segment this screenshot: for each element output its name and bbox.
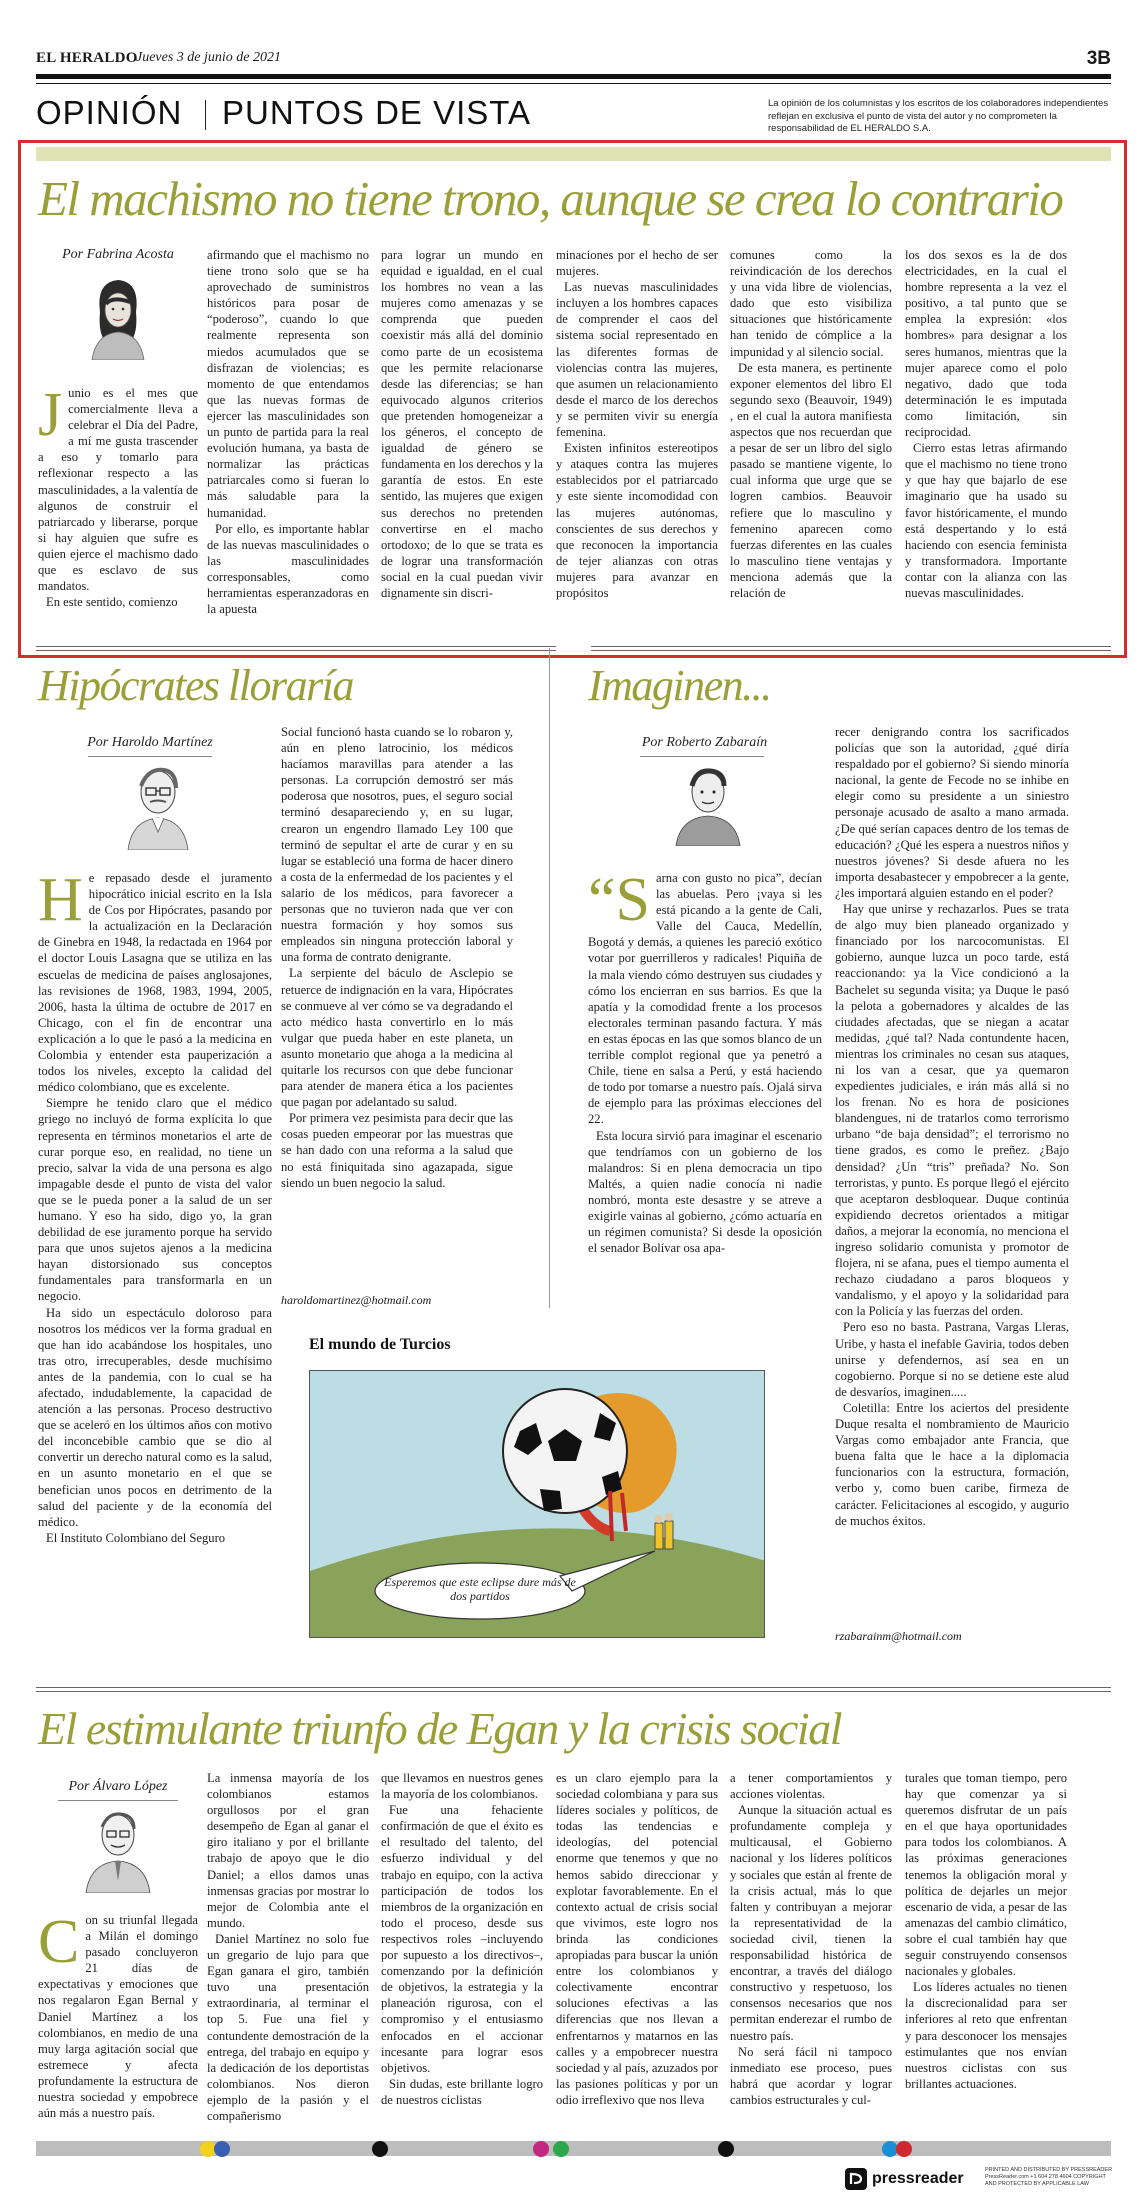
paragraph: a tener comportamientos y acciones violentas. <box>730 1771 892 1802</box>
masthead-rule-thin <box>36 83 1111 84</box>
egan-column-5 <box>730 1770 892 2134</box>
portrait-alvaro-lopez <box>78 1803 158 1893</box>
paragraph: Por primera vez pesimista para decir que las cosas pueden empeorar por las muestras que se han dado con una reforma a la salud que no está finiquitada sino agazapada, sigue siendo un buen negocio la salud. <box>281 1111 513 1190</box>
paragraph: Aunque la situación actual es profundamente compleja y multicausal, el Gobierno nacional y los líderes políticos y sociales que están al frente de la crisis actual, más lo que falten y contribuyan a mejorar la representatividad de la sociedad civil, tienen la responsabilidad histórica de encontrar, a través del diálogo constructivo y respetuoso, los consensos necesarios que nos permitan enderezar el rumbo de nuestro país. <box>730 1803 892 2043</box>
paragraph: Por ello, es importante hablar de las nuevas masculinidades o las masculinidades corresponsables, como herramientas esperanzadoras en la apuesta <box>207 521 369 617</box>
hipocrates-column-2 <box>281 724 513 1289</box>
column-separator <box>549 648 550 1308</box>
headline-hipocrates: Hipócrates lloraría <box>38 661 353 710</box>
headline-machismo: El machismo no tiene trono, aunque se crea lo contrario <box>38 171 1063 226</box>
paragraph: En este sentido, comienzo <box>46 595 178 610</box>
portrait-fabrina-acosta <box>78 272 158 360</box>
egan-column-1 <box>38 1912 198 2134</box>
dropcap: H <box>38 870 83 934</box>
section-rule <box>36 1687 1111 1692</box>
registration-dot <box>896 2141 912 2157</box>
paragraph: e repasado desde el juramento hipocrático inicial escrito en la Isla de Cos por Hipócrates, pasando por la actualización en la Declaración de Ginebra en 1948, la redactada en 1964 por el doctor Louis Lasagna que se utiliza en las escuelas de medicina de países anglosajones, las revisiones de 1968, 1983, 1994, 2005, 2006, hasta la última de octubre de 2017 en Chicago, con el fin de encontrar una explicación a lo que le pasó a la medicina en Colombia y entender esta pauperización a todos los niveles, excepto la calidad del médico colombiano, que es excelente. <box>38 871 272 1095</box>
issue-date: Jueves 3 de junio de 2021 <box>136 50 282 65</box>
byline-fabrina-acosta: Por Fabrina Acosta <box>62 247 174 262</box>
section-rule <box>36 646 556 651</box>
paragraph: Sin dudas, este brillante logro de nuestros ciclistas <box>381 2076 543 2107</box>
masthead-rule <box>36 74 1111 79</box>
paragraph: La inmensa mayoría de los colombianos estamos orgullosos por el gran desempeño de Egan al ganar el giro italiano y por el brillante trabajo de apoyo que le dio Daniel; a ellos damos unas inmensas gracias por mostrar lo mejor de Colombia ante el mundo. <box>207 1771 369 1930</box>
paragraph: que llevamos en nuestros genes la mayoría de los colombianos. <box>381 1771 543 1802</box>
paragraph: los dos sexos es la de dos electricidades, en la cual el hombre representa a la vez el positivo, a tal punto que se emplea la expresión: «los hombres» para designar a los seres humanos, mientras que la mujer aparece como el polo negativo, dado que toda determinación le es imputada como limitación, sin reciprocidad. <box>905 248 1067 440</box>
machismo-column-6 <box>905 247 1067 647</box>
byline-rule <box>88 756 212 757</box>
paragraph: Ha sido un espectáculo doloroso para nosotros los médicos ver la forma gradual en que han ido acabándose los hospitales, uno tras otro, irrecuperables, desde muchísimo antes de la pandemia, con lo cual se ha afectado, indudablemente, la capacidad de atención a las personas. Proceso destructivo que se aceleró en los últimos años con motivo del inconcebible cambio que se dio al convertir un derecho natural como es la salud, en un asunto monetario en el que se benefician unos pocos en detrimento de la salud del paciente y de la economía del médico. <box>38 1305 272 1529</box>
section-title-right: PUNTOS DE VISTA <box>222 94 532 131</box>
headline-band <box>36 147 1111 161</box>
author-email[interactable]: rzabarainm@hotmail.com <box>835 1629 962 1643</box>
paragraph: Existen infinitos estereotipos y ataques contra las mujeres establecidos por el patriarcado y este siente incomodidad con las mujeres autónomas, conscientes de sus derechos y que reconocen la importancia de tejer alianzas con otras mujeres para avanzar en propósitos <box>556 441 718 600</box>
cartoon-title: El mundo de Turcios <box>309 1336 451 1353</box>
dropcap: C <box>38 1912 80 1976</box>
paragraph: on su triunfal llegada a Milán el domingo pasado concluyeron 21 días de expectativas y emociones que nos regalaron Egan Bernal y Daniel Martínez a los colombianos, en medio de una muy larga agitación social que estremece y afecta profundamente la estructura de nuestra sociedad y empobrece aún más a nuestro país. <box>38 1913 198 2121</box>
paragraph: Hay que unirse y rechazarlos. Pues se trata de algo muy bien planeado organizado y financiado por los narcocomunistas. El gobierno, aunque luzca un poco tarde, está reaccionando: ya la Vice condicionó a la Bachelet su segunda visita; ya Duque le pasó la pelota a gobernadores y alcaldes de las ciudades afectadas, que se niegan a acatar medidas, ¿qué tal? Nada contundente hacen, mientras los criminales no cesan sus ataques, ni los van a cesar, que ya quemaron expedientes judiciales, e irán más allá si no los frenan. No es hora de posiciones blandengues, ni de tratarlos como terrorismo urbano “de baja densidad”; el terrorismo no tiene grados, es como le preñez. ¿Bajo densidad? ¿Un “tris” preñada? No. Son terroristas, y punto. Es porque llegó el ejército que aceptaron desbloquear. Duque continúa expidiendo decretos orientados a mitigar daños, a mejorar la economía, no menciona el ingreso solidario comunista y promotor de flojera, ni se afana, pues el tiempo aumenta el rechazo ciudadano a paros bloqueos y vandalismo, y el apoyo y la solidaridad para con la Policía y las fuerzas del orden. <box>835 902 1069 1319</box>
machismo-column-4 <box>556 247 718 647</box>
registration-dot <box>372 2141 388 2157</box>
paragraph: Esta locura sirvió para imaginar el escenario que tendríamos con un gobierno de los malandros: Si en plena democracia un tipo Maltés, a quien nadie conocía ni nadie nombró, monta este desastre y se atreve a exigirle vainas al gobierno, ¿cómo actuaría en un régimen comunista? Si desde la oposición el senador Bolívar osa apa- <box>588 1128 822 1256</box>
paragraph: es un claro ejemplo para la sociedad colombiana y para sus líderes sociales y políticos, de todas las tendencias e ideologías, del potencial enorme que tenemos y que no hemos sabido direccionar y explotar favorablemente. En el contexto actual de crisis social que vivimos, este logro nos brinda las condiciones apropiadas para buscar la unión entre los colombianos y colectivamente encontrar soluciones efectivas a las diferencias que nos llevan a enfrentarnos y matarnos en las calles y a empobrecer nuestra sociedad y al país, azuzados por las pasiones políticas y por un odio irreflexivo que nos lleva <box>556 1771 718 2107</box>
registration-dot <box>214 2141 230 2157</box>
headline-imaginen: Imaginen... <box>588 661 771 710</box>
paragraph: De esta manera, es pertinente exponer elementos del libro El segundo sexo (Beauvoir, 1949) , en el cual la autora manifiesta aspectos que nos recuerdan que a pesar de ser un libro del siglo pasado se mantiene vigente, lo cual informa que urge que se logren cambios. Beauvoir refiere que lo masculino y femenino aparecen como fuerzas diferentes en las cuales lo masculino tiene ventajas y menciona además que la relación de <box>730 360 892 600</box>
paragraph: No será fácil ni tampoco inmediato ese proceso, pues habrá que acordar y lograr cambios estructurales y cul- <box>730 2044 892 2107</box>
cartoon-speech-bubble: Esperemos que este eclipse dure más de dos partidos <box>384 1575 576 1603</box>
paragraph: afirmando que el machismo no tiene trono solo que se ha aprovechado de suministros históricos para posar de “poderoso”, cuando lo que realmente representa son miedos acumulados que se disfrazan de violencias; es momento de que entendamos que las nuevas formas de ejercer las masculinidades son un punto de partida para la real evolución humana, ya basta de normalizar las prácticas patriarcales como si fueran lo más saludable para la humanidad. <box>207 248 369 520</box>
hipocrates-column-1 <box>38 870 272 1635</box>
egan-column-4 <box>556 1770 718 2134</box>
dropcap: J <box>38 385 63 449</box>
paragraph: Daniel Martínez no solo fue un gregario de lujo para que Egan ganara el giro, también tuvo una presentación extraordinaria, al terminar el top 5. Fue una fiel y contundente demostración de la entrega, del trabajo en equipo y la dedicación de los deportistas colombianos. Nos dieron ejemplo de la pasión y el compañerismo <box>207 1931 369 2123</box>
cartoon-image <box>309 1370 765 1638</box>
machismo-column-5 <box>730 247 892 647</box>
section-divider <box>205 100 206 130</box>
paragraph: Las nuevas masculinidades incluyen a los hombres capaces de comprender el caos del sistema social representado en las diferentes formas de violencias contra las mujeres, que asumen un relacionamiento desde el marco de los derechos y se permiten vivir su energía femenina. <box>556 280 718 440</box>
page-number: 3B <box>1086 48 1111 69</box>
egan-column-3 <box>381 1770 543 2134</box>
headline-egan: El estimulante triunfo de Egan y la crisis social <box>38 1703 841 1754</box>
paragraph: para lograr un mundo en equidad e igualdad, en el cual los hombres no vean a las mujeres como amenazas y se comprenda que pueden coexistir más allá del dominio como parte de un ecosistema que les permite relacionarse desde las diferencias; se han equivocado algunos criterios que pretenden homogeneizar a los géneros, el concepto de igualdad de género se fundamenta en los derechos y la garantía de estos. En este sentido, las mujeres que exigen sus derechos no pretenden convertirse en el macho ortodoxo; de lo que se trata es de lograr una transformación social en la cual puedan vivir dignamente sin discri- <box>381 248 543 600</box>
byline-roberto-zabarain: Por Roberto Zabaraín <box>641 735 768 750</box>
paragraph: Social funcionó hasta cuando se lo robaron y, aún en pleno latrocinio, los médicos hacíamos maravillas para atender a las personas. La corrupción demostró ser más poderosa que nosotros, pues, el seguro social terminó desapareciendo y, en su lugar, crearon un engendro llamado Ley 100 que terminó de sepultar el arte de curar y en su lugar se estableció una forma de hacer dinero a costa de la enfermedad de los pacientes y el salario de los médicos, para favorecer a personas que no tuvieron nada que ver con nuestra formación y hoy somos sus empleados sin ninguna protección laboral y una forma de contrato denigrante. <box>281 725 513 965</box>
paragraph: La serpiente del báculo de Asclepio se retuerce de indignación en la vara, Hipócrates se conmueve al ver cómo se va degradando el acto médico hasta convertirlo en lo más vulgar que pueda haber en este planeta, un asunto monetario que ahoga a la medicina al quitarle los recursos con que debe funcionar para atender de manera ética a los pacientes que pagan por adelantado su salud. <box>281 966 513 1110</box>
registration-dot <box>553 2141 569 2157</box>
portrait-roberto-zabarain <box>668 760 748 846</box>
paragraph: arna con gusto no pica”, decían las abuelas. Pero ¡vaya si les está picando a la gente de Cali, Valle del Cauca, Medellín, Bogotá y demás, a quienes les pareció exótico votar por guerrilleros y radicales! Piquiña de la mala viendo cómo destruyen sus ciudades y cómo los encierran en sus barrios. Es que la apatía y la comodidad frente a los procesos electorales terminan pasando factura. Y más en estas épocas en las que somos blanco de un terrible complot regional que ya penetró a Chile, tiene en salsa a Perú, y está haciendo de todo por tomarse a nuestro país. Ojalá sirva de ejemplo para las próximas elecciones del 22. <box>588 871 822 1127</box>
byline-rule <box>58 1800 178 1801</box>
paragraph: turales que toman tiempo, pero hay que comenzar ya si queremos disfrutar de un país en el que haya oportunidades para todos los colombianos. A las próximas generaciones tenemos la obligación moral y política de dejarles un mejor escenario de vida, a pesar de las amenazas del cambio climático, sobre el cual también hay que seguir construyendo consensos nacionales y globales. <box>905 1771 1067 1979</box>
egan-column-2 <box>207 1770 369 2134</box>
paragraph: Siempre he tenido claro que el médico griego no incluyó de forma explícita lo que representa en términos monetarios el arte de curar porque eso, en realidad, no tiene un precio, salvar la vida de una persona es algo impagable desde el punto de vista del valor que se le pueda poner a la salud de un ser humano. Y eso ha sido, digo yo, la gran debilidad de ese juramento porque ha servido para que unos sujetos ajenos a la medicina hayan distorsionado sus conceptos fundamentales para transformarla en un negocio. <box>38 1096 272 1304</box>
portrait-haroldo-martinez <box>118 758 198 850</box>
paragraph: Cierro estas letras afirmando que el machismo no tiene trono y que hay que bajarlo de ese imaginario que ha usado su favor históricamente, el mundo está despertando y lo está haciendo con esencia feminista y transformadora. Importante contar con la alianza con las nuevas masculinidades. <box>905 441 1067 600</box>
paragraph: Pero eso no basta. Pastrana, Vargas Lleras, Uribe, y hasta el inefable Gaviria, todos deben unirse y defendernos, así sea en un cogobierno. Porque si no se detiene este alud de desvaríos, imaginen..... <box>835 1320 1069 1399</box>
pressreader-logo: pressreader <box>872 2170 964 2187</box>
imaginen-column-1 <box>588 870 822 1290</box>
section-disclaimer: La opinión de los columnistas y los escritos de los colaboradores independientes reflejan en exclusiva el punto de vista del autor y no comprometen la responsabilidad de EL HERALDO S.A. <box>768 98 1109 134</box>
paragraph: Fue una fehaciente confirmación de que el éxito es el resultado del talento, del esfuerzo individual y del trabajo en equipo, con la activa participación de todos los miembros de la organización en todo el proceso, desde sus respectivos roles –incluyendo por supuesto a los directivos–, comenzando por la definición de objetivos, la estrategia y la planeación rigurosa, con el compromiso y el entusiasmo enfocados en el accionar incesante para lograr esos objetivos. <box>381 1803 543 2075</box>
imaginen-column-2 <box>835 724 1069 1626</box>
paragraph: unio es el mes que comercialmente lleva a celebrar el Día del Padre, a mí me gusta trascender a eso y tomarlo para reflexionar respecto a las masculinidades, a la valentía de algunos de construir el patriarcado y liberarse, porque si hay alguien que sufre es quien ejerce el machismo dado que es esclavo de sus mandatos. <box>38 386 198 594</box>
paragraph: Los líderes actuales no tienen la discrecionalidad para ser inferiores al reto que enfrentan y para desconocer los mensajes estimulantes que nos envían nuestros ciclistas con sus brillantes actuaciones. <box>905 1980 1067 2091</box>
pressreader-notice: PRINTED AND DISTRIBUTED BY PRESSREADER PressReader.com +1 604 278 4604 COPYRIGHT AND PROTECTED BY APPLICABLE LAW <box>985 2167 1113 2187</box>
registration-dot <box>718 2141 734 2157</box>
dropcap: “S <box>588 870 650 934</box>
paragraph: recer denigrando contra los sacrificados policías que son la autoridad, ¿qué diría respaldado por el gobierno? Si siendo minoría nacional, la gente de Fecode no se inhibe en elegir como su presidente a un siniestro personaje acusado de asalto a mano armada. ¿De qué serían capaces dentro de los temas de educación? ¿Qué les espera a nuestros niños y nuestros jóvenes? Si desde afuera no les importa desabastecer y empobrecer a la gente, ¿les importará alguien estando en el poder? <box>835 725 1069 900</box>
machismo-column-2 <box>207 247 369 647</box>
color-registration-band <box>36 2141 1111 2156</box>
paragraph: comunes como la reivindicación de los derechos y una vida libre de violencias, dado que esto visibiliza situaciones que históricamente han tenido de cómplice a la impunidad y al silencio social. <box>730 248 892 359</box>
newspaper-brand: EL HERALDO <box>36 50 138 66</box>
machismo-column-3 <box>381 247 543 647</box>
egan-column-6 <box>905 1770 1067 2134</box>
byline-alvaro-lopez: Por Álvaro López <box>68 1779 168 1794</box>
pressreader-icon <box>845 2168 867 2190</box>
paragraph: minaciones por el hecho de ser mujeres. <box>556 248 718 279</box>
author-email[interactable]: haroldomartinez@hotmail.com <box>281 1293 432 1307</box>
registration-dot <box>533 2141 549 2157</box>
section-title-left: OPINIÓN <box>36 94 183 131</box>
paragraph: Coletilla: Entre los aciertos del presidente Duque resalta el nombramiento de Mauricio Vargas como embajador ante Francia, que buena falta que le hace a la diplomacia funcionarios con la estructura, formación, verbo y, como buen caribe, firmeza de carácter. Felicitaciones al escogido, y augurio de muchos éxitos. <box>835 1400 1069 1528</box>
section-rule <box>591 646 1111 651</box>
machismo-column-1 <box>38 385 198 647</box>
byline-rule <box>640 756 764 757</box>
byline-haroldo-martinez: Por Haroldo Martínez <box>87 735 213 750</box>
paragraph: El Instituto Colombiano del Seguro <box>46 1530 226 1545</box>
